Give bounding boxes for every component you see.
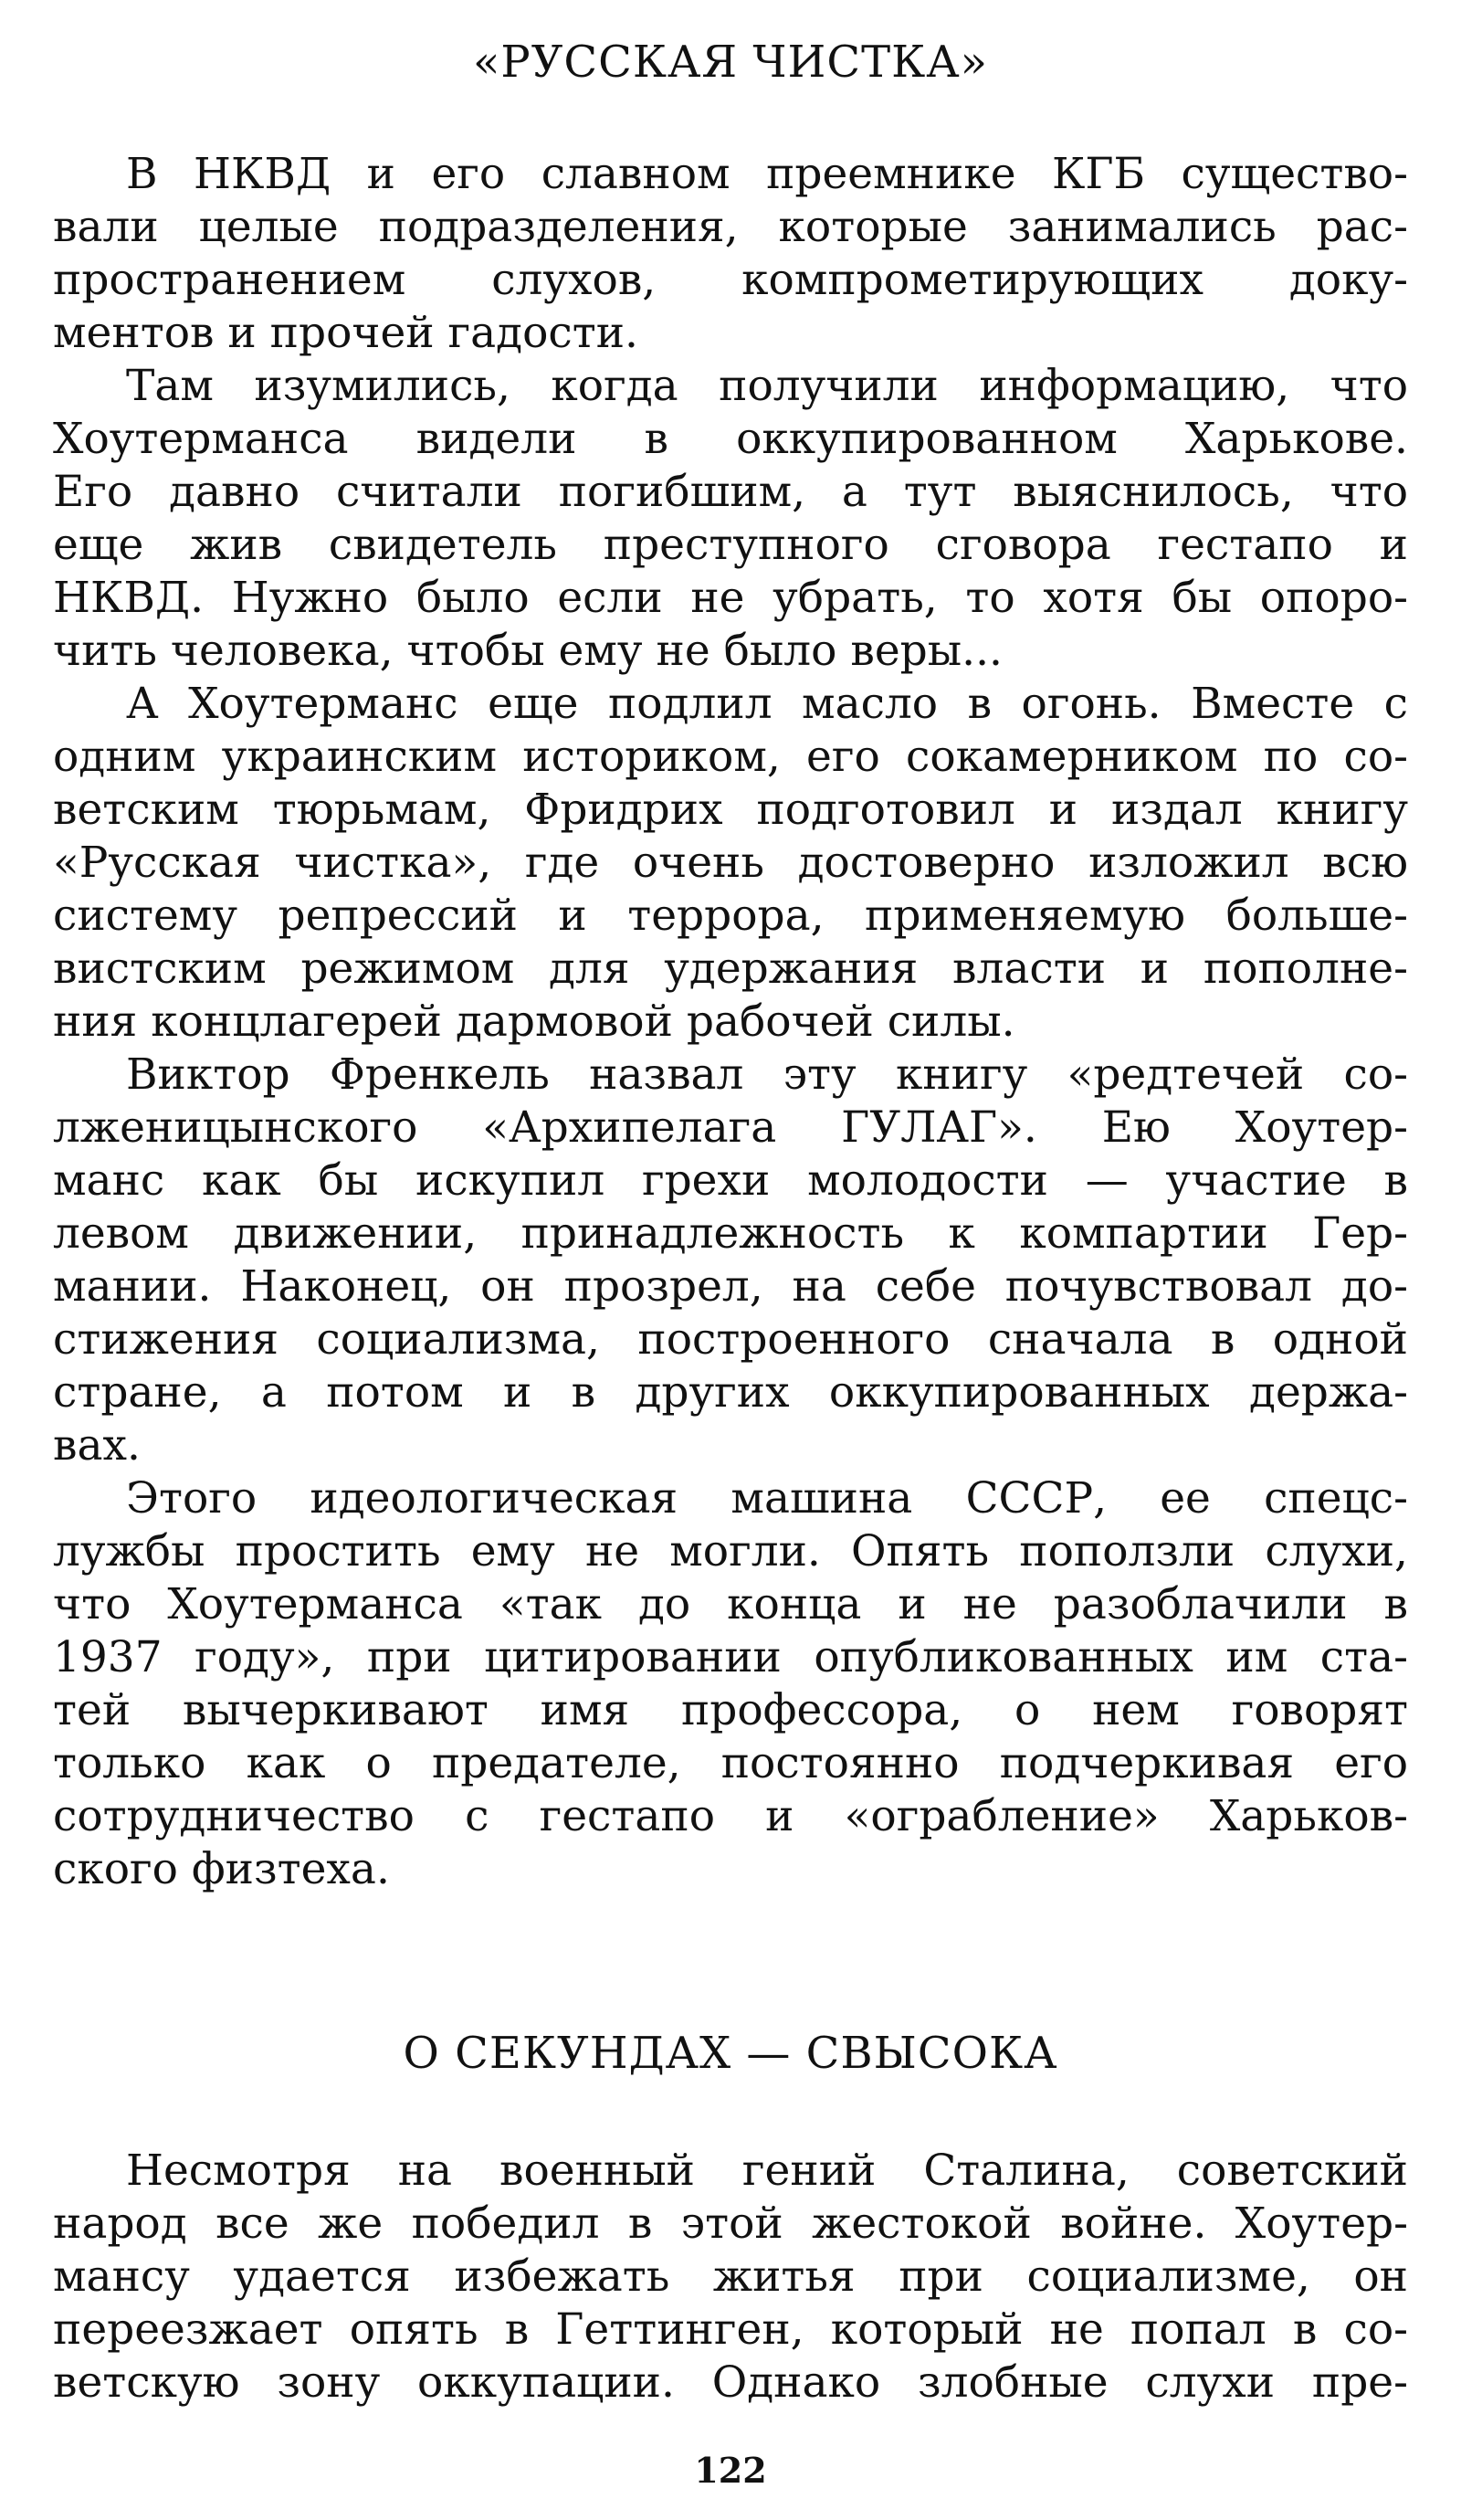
text-line: вистским режимом для удержания власти и пополне- — [53, 944, 1408, 994]
text-line: пространением слухов, компрометирующих доку- — [53, 255, 1408, 305]
text-line: переезжает опять в Геттинген, который не попал в со- — [53, 2304, 1408, 2355]
text-line: что Хоутерманса «так до конца и не разоблачили в — [53, 1579, 1408, 1629]
text-line: вали целые подразделения, которые занимались рас- — [53, 202, 1408, 252]
text-line: ветскую зону оккупации. Однако злобные слухи пре- — [53, 2357, 1408, 2408]
text-line: 1937 году», при цитировании опубликованных им ста- — [53, 1632, 1408, 1682]
text-line: мансу удается избежать житья при социализме, он — [53, 2251, 1408, 2302]
text-line: Виктор Френкель назвал эту книгу «редтечей со- — [126, 1049, 1408, 1100]
text-line: ментов и прочей гадости. — [53, 308, 638, 358]
text-line: НКВД. Нужно было если не убрать, то хотя бы опоро- — [53, 573, 1408, 623]
text-line: одним украинским историком, его сокамерником по со- — [53, 732, 1408, 782]
text-line: стижения социализма, построенного сначала в одной — [53, 1314, 1408, 1365]
section-title: О СЕКУНДАХ — СВЫСОКА — [403, 2028, 1058, 2079]
text-line: тей вычеркивают имя профессора, о нем говорят — [53, 1685, 1408, 1735]
text-line: чить человека, чтобы ему не было веры... — [53, 626, 1003, 676]
text-line: мании. Наконец, он прозрел, на себе почувствовал до- — [53, 1261, 1408, 1312]
text-line: «Русская чистка», где очень достоверно изложил всю — [53, 838, 1408, 888]
text-line: лженицынского «Архипелага ГУЛАГ». Ею Хоутер- — [53, 1102, 1408, 1153]
text-line: только как о предателе, постоянно подчеркивая его — [53, 1738, 1408, 1788]
text-line: Его давно считали погибшим, а тут выяснилось, что — [53, 467, 1408, 517]
text-line: систему репрессий и террора, применяемую больше- — [53, 891, 1408, 941]
text-line: вах. — [53, 1420, 141, 1471]
text-line: Этого идеологическая машина СССР, ее спецс- — [126, 1473, 1408, 1524]
text-line: ского физтеха. — [53, 1844, 390, 1894]
text-line: Там изумились, когда получили информацию, что — [126, 361, 1408, 411]
text-line: еще жив свидетель преступного сговора гестапо и — [53, 520, 1408, 570]
text-line: стране, а потом и в других оккупированных держа- — [53, 1367, 1408, 1418]
text-line: левом движении, принадлежность к компартии Гер- — [53, 1208, 1408, 1259]
text-line: А Хоутерманс еще подлил масло в огонь. Вместе с — [126, 679, 1408, 729]
text-line: сотрудничество с гестапо и «ограбление» Харьков- — [53, 1791, 1408, 1841]
text-line: Хоутерманса видели в оккупированном Харькове. — [53, 414, 1408, 464]
text-line: ния концлагерей дармовой рабочей силы. — [53, 996, 1015, 1047]
text-line: Несмотря на военный гений Сталина, советский — [126, 2146, 1408, 2196]
page-number: 122 — [694, 2450, 767, 2491]
text-line: лужбы простить ему не могли. Опять поползли слухи, — [53, 1526, 1408, 1576]
text-line: ветским тюрьмам, Фридрих подготовил и издал книгу — [53, 785, 1408, 835]
text-line: народ все же победил в этой жестокой войне. Хоутер- — [53, 2198, 1408, 2249]
section-title: «РУССКАЯ ЧИСТКА» — [473, 37, 988, 88]
text-line: В НКВД и его славном преемнике КГБ существо- — [126, 149, 1408, 199]
text-line: манс как бы искупил грехи молодости — участие в — [53, 1155, 1408, 1206]
